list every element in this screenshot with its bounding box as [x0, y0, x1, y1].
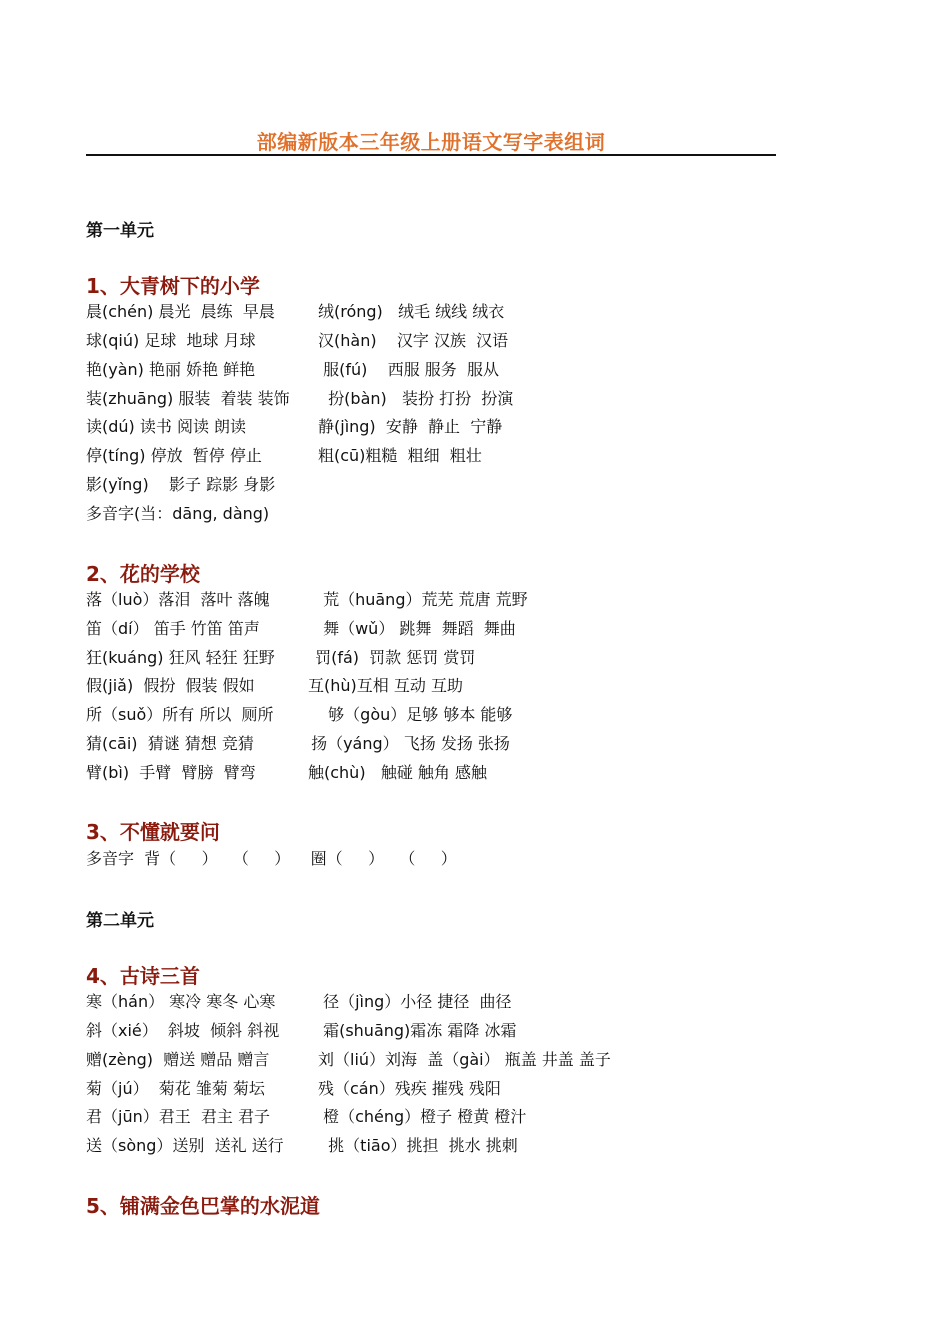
word-row: 橙（chéng）橙子 橙黄 橙汁 — [318, 1107, 527, 1126]
word-row: 影(yǐng) 影子 踪影 身影 — [86, 475, 276, 494]
word-row: 菊（jú） 菊花 雏菊 菊坛 — [86, 1079, 265, 1098]
word-row: 触(chù) 触碰 触角 感触 — [308, 763, 487, 782]
word-row: 汉(hàn) 汉字 汉族 汉语 — [318, 331, 509, 350]
unit-heading-2: 第二单元 — [86, 911, 154, 931]
word-row: 服(fú) 西服 服务 服从 — [318, 360, 499, 379]
word-row: 君（jūn）君王 君主 君子 — [86, 1107, 270, 1126]
title-underline — [86, 154, 776, 156]
word-row: 静(jìng) 安静 静止 宁静 — [318, 417, 503, 436]
word-row: 径（jìng）小径 捷径 曲径 — [318, 992, 512, 1011]
unit-heading-1: 第一单元 — [86, 221, 154, 241]
word-row: 绒(róng) 绒毛 绒线 绒衣 — [318, 302, 505, 321]
lesson-title-2: 2、花的学校 — [86, 562, 200, 586]
word-row: 球(qiú) 足球 地球 月球 — [86, 331, 256, 350]
word-row: 停(tíng) 停放 暂停 停止 — [86, 446, 262, 465]
polyphone-row: 多音字 背（ ） （ ） 圈（ ） （ ） — [86, 849, 457, 868]
word-row: 荒（huāng）荒芜 荒唐 荒野 — [318, 590, 528, 609]
word-row: 所（suǒ）所有 所以 厕所 — [86, 705, 274, 724]
word-row: 罚(fá) 罚款 惩罚 赏罚 — [310, 648, 476, 667]
word-row: 赠(zèng) 赠送 赠品 赠言 — [86, 1050, 270, 1069]
word-row: 装(zhuāng) 服装 着装 装饰 — [86, 389, 290, 408]
word-row: 艳(yàn) 艳丽 娇艳 鲜艳 — [86, 360, 256, 379]
word-row: 斜（xié） 斜坡 倾斜 斜视 — [86, 1021, 280, 1040]
lesson-title-5: 5、铺满金色巴掌的水泥道 — [86, 1194, 320, 1218]
lesson-title-3: 3、不懂就要问 — [86, 820, 220, 844]
word-row: 臂(bì) 手臂 臂膀 臂弯 — [86, 763, 256, 782]
word-row: 粗(cū)粗糙 粗细 粗壮 — [318, 446, 482, 465]
word-row: 够（gòu）足够 够本 能够 — [318, 705, 513, 724]
word-row: 假(jiǎ) 假扮 假装 假如 — [86, 676, 255, 695]
lesson-title-4: 4、古诗三首 — [86, 964, 200, 988]
word-row: 残（cán）残疾 摧残 残阳 — [318, 1079, 501, 1098]
lesson-title-1: 1、大青树下的小学 — [86, 274, 260, 298]
word-row: 笛（dí） 笛手 竹笛 笛声 — [86, 619, 260, 638]
word-row: 刘（liú）刘海 盖（gài） 瓶盖 井盖 盖子 — [318, 1050, 611, 1069]
word-row: 猜(cāi) 猜谜 猜想 竞猜 — [86, 734, 254, 753]
word-row: 狂(kuáng) 狂风 轻狂 狂野 — [86, 648, 275, 667]
word-row: 互(hù)互相 互动 互助 — [308, 676, 463, 695]
word-row: 寒（hán） 寒冷 寒冬 心寒 — [86, 992, 276, 1011]
page-title: 部编新版本三年级上册语文写字表组词 — [256, 130, 606, 154]
word-row: 扬（yáng） 飞扬 发扬 张扬 — [306, 734, 510, 753]
polyphone-row: 多音字(当：dāng, dàng) — [86, 504, 270, 523]
word-row: 读(dú) 读书 阅读 朗读 — [86, 417, 247, 436]
word-row: 挑（tiāo）挑担 挑水 挑刺 — [318, 1136, 518, 1155]
word-row: 舞（wǔ） 跳舞 舞蹈 舞曲 — [318, 619, 516, 638]
word-row: 晨(chén) 晨光 晨练 早晨 — [86, 302, 275, 321]
word-row: 扮(bàn) 装扮 打扮 扮演 — [318, 389, 514, 408]
word-row: 落（luò）落泪 落叶 落魄 — [86, 590, 270, 609]
word-row: 霜(shuāng)霜冻 霜降 冰霜 — [318, 1021, 517, 1040]
word-row: 送（sòng）送别 送礼 送行 — [86, 1136, 284, 1155]
